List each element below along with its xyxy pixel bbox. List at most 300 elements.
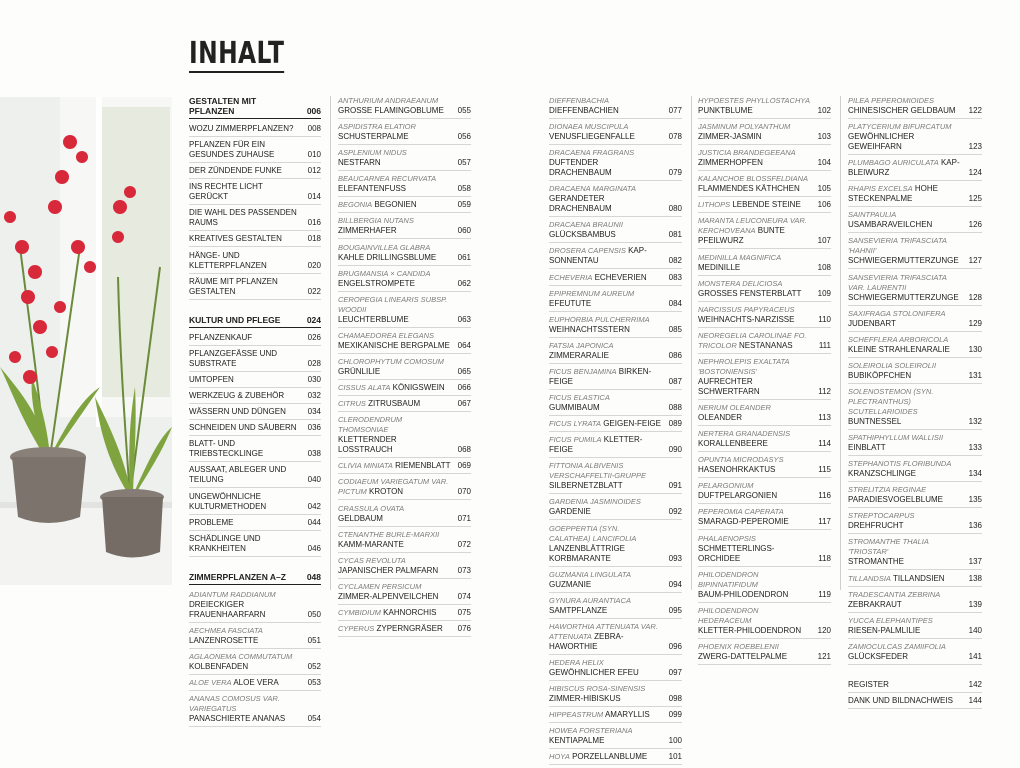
latin-name: FICUS BENJAMINA xyxy=(549,366,617,376)
latin-name: DRACAENA BRAUNII xyxy=(549,220,623,230)
page-number: 096 xyxy=(668,641,682,651)
latin-name: STROMANTHE THALIA 'TRIOSTAR' xyxy=(848,537,929,557)
common-name: WEIHNACHTSSTERN xyxy=(549,324,630,334)
page-number: 048 xyxy=(306,571,321,582)
page-number: 056 xyxy=(457,132,471,142)
page-number: 119 xyxy=(818,589,831,599)
toc-entry xyxy=(189,652,321,675)
common-name: SCHMETTERLINGS-ORCHIDEE xyxy=(698,543,775,563)
latin-name: CRASSULA OVATA xyxy=(338,503,405,513)
toc-entry xyxy=(698,200,831,213)
toc-entry xyxy=(698,253,831,276)
toc-entry xyxy=(189,124,321,137)
common-name: KROTON xyxy=(368,487,404,497)
page-number: 090 xyxy=(668,445,682,455)
latin-name: CYCAS REVOLUTA xyxy=(338,555,406,565)
common-name: NESTFARN xyxy=(338,158,381,168)
toc-entry xyxy=(549,315,682,338)
page-number: 068 xyxy=(457,445,471,455)
toc-entry xyxy=(338,216,471,239)
toc-entry xyxy=(848,537,982,570)
toc-entry xyxy=(189,182,321,205)
page-number: 028 xyxy=(307,358,321,368)
entry-title: DER ZÜNDENDE FUNKE xyxy=(189,166,282,176)
toc-entry xyxy=(848,511,982,534)
page-number: 026 xyxy=(307,332,321,342)
latin-name: CEROPEGIA LINEARIS SUBSP. WOODII xyxy=(338,294,448,314)
latin-name: SPATHIPHYLLUM WALLISII xyxy=(848,433,944,443)
entry-title: SCHÄDLINGE UND KRANKHEITEN xyxy=(189,533,261,553)
page-number: 137 xyxy=(968,557,982,567)
page-number: 093 xyxy=(668,553,682,563)
common-name: BAUM-PHILODENDRON xyxy=(698,589,789,599)
latin-name: ASPLENIUM NIDUS xyxy=(338,148,407,158)
page-number: 016 xyxy=(307,218,321,228)
page-number: 042 xyxy=(307,501,321,511)
latin-name: GOEPPERTIA (SYN. CALATHEA) LANCIFOLIA xyxy=(549,523,637,543)
latin-name: FITTONIA ALBIVENIS VERSCHAFFELTII-GRUPPE xyxy=(549,461,646,481)
latin-name: CODIAEUM VARIEGATUM VAR. PICTUM xyxy=(338,477,449,497)
page-number: 080 xyxy=(668,204,682,214)
toc-entry xyxy=(698,174,831,197)
latin-name: CHLOROPHYTUM COMOSUM xyxy=(338,356,444,366)
latin-name: BEAUCARNEA RECURVATA xyxy=(338,174,437,184)
latin-name: MEDINILLA MAGNIFICA xyxy=(698,252,782,262)
toc-entry xyxy=(338,383,471,396)
toc-entry xyxy=(189,590,321,623)
page-number: 074 xyxy=(457,591,471,601)
latin-name: SAINTPAULIA xyxy=(848,210,897,220)
page-number: 100 xyxy=(668,736,682,746)
entry-title: INS RECHTE LICHT GERÜCKT xyxy=(189,182,263,202)
toc-entry xyxy=(549,393,682,416)
toc-entry xyxy=(338,148,471,171)
section-heading xyxy=(189,315,321,328)
common-name: ZIMMER-HIBISKUS xyxy=(549,693,621,703)
toc-entry xyxy=(189,626,321,649)
toc-entry xyxy=(338,530,471,553)
toc-entry xyxy=(698,534,831,567)
toc-entry xyxy=(698,481,831,504)
latin-name: FICUS ELASTICA xyxy=(549,393,610,403)
page-number: 078 xyxy=(668,132,682,142)
common-name: PUNKTBLUME xyxy=(698,106,753,115)
toc-entry xyxy=(698,279,831,302)
toc-entry xyxy=(698,96,831,119)
page-number: 079 xyxy=(668,168,682,178)
common-name: CHINESISCHER GELDBAUM xyxy=(848,106,956,115)
toc-entry xyxy=(338,399,471,412)
page-number: 120 xyxy=(817,625,831,635)
toc-entry xyxy=(189,208,321,231)
column-divider xyxy=(330,96,331,590)
page-number: 034 xyxy=(307,407,321,417)
common-name: GLÜCKSFEDER xyxy=(848,651,909,661)
section-title: ZIMMERPFLANZEN A–Z xyxy=(189,571,286,582)
latin-name: SOLENOSTEMON (SYN. PLECTRANTHUS) SCUTELLARIOIDES xyxy=(848,386,934,416)
toc-column-4 xyxy=(698,96,831,668)
common-name: GRÜNLILIE xyxy=(338,366,381,376)
common-name: ALOE VERA xyxy=(233,678,279,688)
page-number: 058 xyxy=(457,184,471,194)
toc-entry xyxy=(189,375,321,388)
toc-entry xyxy=(338,504,471,527)
page-number: 064 xyxy=(457,340,471,350)
toc-entry xyxy=(189,518,321,531)
page-number: 106 xyxy=(817,200,831,210)
toc-entry xyxy=(549,184,682,217)
toc-entry xyxy=(848,433,982,456)
page-number: 024 xyxy=(306,314,321,325)
page-number: 065 xyxy=(457,366,471,376)
page-number: 006 xyxy=(306,106,321,116)
toc-entry xyxy=(338,357,471,380)
page-number: 127 xyxy=(968,256,982,266)
latin-name: ADIANTUM RADDIANUM xyxy=(189,589,276,599)
page-number: 109 xyxy=(817,288,831,298)
latin-name: RHAPIS EXCELSA xyxy=(848,184,913,194)
toc-entry xyxy=(549,726,682,749)
page-number: 104 xyxy=(817,158,831,168)
toc-entry xyxy=(189,439,321,462)
page-number: 044 xyxy=(307,517,321,527)
page-number: 091 xyxy=(668,481,682,491)
latin-name: HIBISCUS ROSA-SINENSIS xyxy=(549,683,646,693)
page-number: 128 xyxy=(968,292,982,302)
latin-name: PELARGONIUM xyxy=(698,481,754,491)
common-name: GARDENIE xyxy=(549,507,591,517)
page-number: 059 xyxy=(457,200,471,210)
latin-name: JUSTICIA BRANDEGEEANA xyxy=(698,148,796,158)
page-number: 115 xyxy=(818,465,831,475)
toc-entry xyxy=(549,220,682,243)
entry-title: UNGEWÖHNLICHE KULTURMETHODEN xyxy=(189,491,267,511)
common-name: ZEBRA-HAWORTHIE xyxy=(549,631,624,651)
toc-entry xyxy=(338,624,471,637)
toc-entry xyxy=(848,361,982,384)
common-name: HOHE STECKENPALME xyxy=(848,184,938,204)
latin-name: MONSTERA DELICIOSA xyxy=(698,278,783,288)
toc-entry xyxy=(848,485,982,508)
entry-title: PFLANZEN FÜR EIN GESUNDES ZUHAUSE xyxy=(189,140,275,160)
column-divider xyxy=(840,96,841,590)
entry-title: KREATIVES GESTALTEN xyxy=(189,234,282,244)
common-name: ZEBRAKRAUT xyxy=(848,599,902,609)
page-number: 057 xyxy=(457,158,471,168)
toc-entry xyxy=(549,596,682,619)
section-heading xyxy=(189,96,321,119)
entry-title: WOZU ZIMMERPFLANZEN? xyxy=(189,124,294,133)
toc-entry xyxy=(698,403,831,426)
latin-name: EUPHORBIA PULCHERRIMA xyxy=(549,314,650,324)
latin-name: PEPEROMIA CAPERATA xyxy=(698,507,784,517)
latin-name: GARDENIA JASMINOIDES xyxy=(549,497,641,507)
latin-name: KALANCHOE BLOSSFELDIANA xyxy=(698,174,809,184)
toc-entry xyxy=(189,694,321,727)
common-name: ZIMMERARALIE xyxy=(549,350,610,360)
page-number: 076 xyxy=(457,623,471,633)
common-name: KLETTER-FEIGE xyxy=(549,435,643,455)
toc-entry xyxy=(189,423,321,436)
common-name: PORZELLANBLUME xyxy=(572,752,648,762)
latin-name: YUCCA ELEPHANTIPES xyxy=(848,615,933,625)
common-name: OLEANDER xyxy=(698,413,743,423)
common-name: KLEINE STRAHLENARALIE xyxy=(848,344,950,354)
page-number: 095 xyxy=(668,605,682,615)
latin-name: CTENANTHE BURLE-MARXII xyxy=(338,529,440,539)
common-name: KÖNIGSWEIN xyxy=(392,383,445,393)
common-name: FLAMMENDES KÄTHCHEN xyxy=(698,184,800,194)
common-name: LANZENBLÄTTRIGE KORBMARANTE xyxy=(549,543,626,563)
common-name: SILBERNETZBLATT xyxy=(549,481,623,491)
latin-name: DROSERA CAPENSIS xyxy=(549,246,626,256)
toc-entry xyxy=(698,570,831,603)
latin-name: DIEFFENBACHIA xyxy=(549,96,610,105)
page-number: 070 xyxy=(457,487,471,497)
common-name: JUDENBART xyxy=(848,318,896,328)
latin-name: BRUGMANSIA × CANDIDA xyxy=(338,268,431,278)
common-name: USAMBARAVEILCHEN xyxy=(848,220,933,230)
common-name: ZWERG-DATTELPALME xyxy=(698,651,788,661)
common-name: KAHNORCHIS xyxy=(383,607,437,617)
common-name: DUFTPELARGONIEN xyxy=(698,491,778,501)
latin-name: MARANTA LEUCONEURA VAR. KERCHOVEANA xyxy=(698,216,807,236)
toc-entry xyxy=(698,642,831,665)
latin-name: NEPHROLEPIS EXALTATA 'BOSTONIENSIS' xyxy=(698,356,790,376)
entry-title: DANK UND BILDNACHWEIS xyxy=(848,695,953,705)
page-number: 144 xyxy=(968,695,982,705)
toc-entry xyxy=(698,507,831,530)
page-number: 133 xyxy=(968,443,982,453)
toc-entry xyxy=(549,684,682,707)
entry-title: WÄSSERN UND DÜNGEN xyxy=(189,407,286,417)
common-name: DUFTENDER DRACHENBAUM xyxy=(549,158,612,178)
toc-entry xyxy=(848,387,982,430)
column-divider xyxy=(691,96,692,590)
latin-name: PLUMBAGO AURICULATA xyxy=(848,158,939,168)
toc-entry xyxy=(189,166,321,179)
entry-title: DIE WAHL DES PASSENDEN RAUMS xyxy=(189,208,297,228)
toc-entry xyxy=(848,184,982,207)
common-name: LEUCHTERBLUME xyxy=(338,314,409,324)
section-gap xyxy=(189,560,321,572)
common-name: VENUSFLIEGENFALLE xyxy=(549,132,635,142)
toc-entry xyxy=(698,606,831,639)
page-number: 067 xyxy=(457,399,471,409)
latin-name: SANSEVIERIA TRIFASCIATA VAR. LAURENTII xyxy=(848,272,947,292)
latin-name: NERIUM OLEANDER xyxy=(698,403,771,413)
page-number: 136 xyxy=(968,521,982,531)
page-number: 054 xyxy=(307,714,321,724)
latin-name: SOLEIROLIA SOLEIROLII xyxy=(848,360,937,370)
toc-entry xyxy=(338,331,471,354)
common-name: KORALLENBEERE xyxy=(698,439,768,449)
latin-name: DRACAENA FRAGRANS xyxy=(549,148,635,158)
toc-column-5 xyxy=(848,96,982,712)
latin-name: SANSEVIERIA TRIFASCIATA 'HAHNII' xyxy=(848,236,947,256)
common-name: KENTIAPALME xyxy=(549,736,605,746)
page-number: 022 xyxy=(307,286,321,296)
common-name: ELEFANTENFUSS xyxy=(338,184,407,194)
common-name: ENGELSTROMPETE xyxy=(338,278,415,288)
common-name: KRANZSCHLINGE xyxy=(848,469,917,479)
page-number: 010 xyxy=(307,150,321,160)
entry-title: HÄNGE- UND KLETTERPFLANZEN xyxy=(189,250,267,270)
toc-entry xyxy=(848,680,982,693)
page-number: 052 xyxy=(307,661,321,671)
latin-name: STRELITZIA REGINAE xyxy=(848,485,927,495)
common-name: TILLANDSIEN xyxy=(893,573,945,583)
common-name: KAMM-MARANTE xyxy=(338,539,404,549)
page-number: 135 xyxy=(968,495,982,505)
common-name: BUBIKÖPFCHEN xyxy=(848,370,912,380)
toc-entry xyxy=(698,455,831,478)
latin-name: HOWEA FORSTERIANA xyxy=(549,726,633,736)
toc-entry xyxy=(338,174,471,197)
page-number: 051 xyxy=(307,635,321,645)
page-number: 130 xyxy=(968,344,982,354)
page-number: 138 xyxy=(968,573,982,583)
page-number: 108 xyxy=(817,262,831,272)
page-number: 099 xyxy=(668,710,682,720)
common-name: ZITRUSBAUM xyxy=(368,399,421,409)
toc-entry xyxy=(189,140,321,163)
toc-entry xyxy=(549,341,682,364)
common-name: DIEFFENBACHIEN xyxy=(549,106,619,115)
common-name: EINBLATT xyxy=(848,443,886,453)
page-number: 085 xyxy=(668,324,682,334)
toc-entry xyxy=(848,696,982,709)
latin-name: CYCLAMEN PERSICUM xyxy=(338,581,422,591)
toc-entry xyxy=(338,415,471,458)
page-number: 122 xyxy=(968,106,982,115)
latin-name: CITRUS xyxy=(338,399,366,409)
latin-name: ANANAS COMOSUS VAR. VARIEGATUS xyxy=(189,694,280,714)
latin-name: CYPERUS xyxy=(338,623,375,633)
common-name: SCHUSTERPALME xyxy=(338,132,409,142)
section-heading xyxy=(189,572,321,585)
latin-name: AECHMEA FASCIATA xyxy=(189,625,263,635)
toc-entry xyxy=(549,461,682,494)
toc-entry xyxy=(189,234,321,247)
section-gap xyxy=(848,668,982,680)
toc-entry xyxy=(549,524,682,567)
page-number: 088 xyxy=(668,403,682,413)
page-number: 117 xyxy=(818,517,831,527)
common-name: BUNTE PFEILWURZ xyxy=(698,226,785,246)
page-number: 140 xyxy=(968,625,982,635)
page-number: 114 xyxy=(818,439,831,449)
common-name: HASENOHRKAKTUS xyxy=(698,465,776,475)
common-name: ZIMMERHOPFEN xyxy=(698,158,763,168)
latin-name: PHILODENDRON BIPINNATIFIDUM xyxy=(698,569,759,589)
section-gap xyxy=(189,303,321,315)
common-name: RIEMENBLATT xyxy=(395,461,451,471)
page-number: 111 xyxy=(818,340,831,350)
common-name: SCHWIEGERMUTTERZUNGE xyxy=(848,256,959,266)
toc-entry xyxy=(698,331,831,354)
toc-entry xyxy=(338,461,471,474)
common-name: STROMANTHE xyxy=(848,557,904,567)
page-number: 123 xyxy=(968,142,982,152)
latin-name: AGLAONEMA COMMUTATUM xyxy=(189,651,293,661)
toc-entry xyxy=(698,357,831,400)
common-name: KAP-SONNENTAU xyxy=(549,246,647,266)
common-name: LANZENROSETTE xyxy=(189,635,259,645)
entry-title: REGISTER xyxy=(848,679,889,689)
entry-title: PFLANZGEFÄSSE UND SUBSTRATE xyxy=(189,348,278,368)
common-name: GEIGEN-FEIGE xyxy=(603,419,661,429)
page-number: 094 xyxy=(668,579,682,589)
common-name: DREHFRUCHT xyxy=(848,521,904,531)
entry-title: SCHNEIDEN UND SÄUBERN xyxy=(189,423,297,433)
toc-entry xyxy=(549,435,682,458)
latin-name: TRADESCANTIA ZEBRINA xyxy=(848,589,941,599)
latin-name: PHALAENOPSIS xyxy=(698,533,756,543)
page-number: 055 xyxy=(457,106,471,115)
common-name: JAPANISCHER PALMFARN xyxy=(338,565,439,575)
common-name: SAMTPFLANZE xyxy=(549,605,608,615)
common-name: SMARAGD-PEPEROMIE xyxy=(698,517,789,527)
page-number: 132 xyxy=(968,416,982,426)
entry-title: PFLANZENKAUF xyxy=(189,332,253,342)
latin-name: PHILODENDRON HEDERACEUM xyxy=(698,605,759,625)
latin-name: HYPOESTES PHYLLOSTACHYA xyxy=(698,96,810,105)
latin-name: ZAMIOCULCAS ZAMIIFOLIA xyxy=(848,641,946,651)
common-name: MEXIKANISCHE BERGPALME xyxy=(338,340,450,350)
page-number: 083 xyxy=(668,272,682,282)
common-name: SCHWIEGERMUTTERZUNGE xyxy=(848,292,959,302)
toc-entry xyxy=(549,246,682,269)
common-name: GELDBAUM xyxy=(338,513,383,523)
latin-name: ECHEVERIA xyxy=(549,272,593,282)
page-number: 107 xyxy=(817,236,831,246)
common-name: GEWÖHNLICHER GEWEIHFARN xyxy=(848,132,915,152)
page-number: 018 xyxy=(307,234,321,244)
latin-name: FICUS LYRATA xyxy=(549,419,601,429)
toc-column-2 xyxy=(338,96,471,640)
toc-column-1 xyxy=(189,96,321,730)
toc-entry xyxy=(848,574,982,587)
toc-entry xyxy=(338,477,471,500)
latin-name: JASMINUM POLYANTHUM xyxy=(698,122,791,132)
toc-entry xyxy=(549,148,682,181)
toc-entry xyxy=(549,289,682,312)
common-name: GROSSE FLAMINGOBLUME xyxy=(338,106,444,115)
page-number: 101 xyxy=(668,752,682,762)
toc-entry xyxy=(698,429,831,452)
toc-entry xyxy=(848,122,982,155)
entry-title: RÄUME MIT PFLANZEN GESTALTEN xyxy=(189,276,278,296)
latin-name: EPIPREMNUM AUREUM xyxy=(549,288,635,298)
latin-name: DRACAENA MARGINATA xyxy=(549,184,636,194)
page-number: 141 xyxy=(968,651,982,661)
toc-entry xyxy=(848,616,982,639)
page-number: 030 xyxy=(307,374,321,384)
common-name: GROSSES FENSTERBLATT xyxy=(698,288,802,298)
toc-entry xyxy=(189,534,321,557)
page-number: 084 xyxy=(668,298,682,308)
orchid-photo xyxy=(0,97,172,585)
latin-name: GYNURA AURANTIACA xyxy=(549,595,631,605)
page-number: 098 xyxy=(668,693,682,703)
page-number: 139 xyxy=(968,599,982,609)
common-name: BIRKEN-FEIGE xyxy=(549,366,652,386)
toc-entry xyxy=(549,497,682,520)
page-number: 129 xyxy=(968,318,982,328)
page-number: 121 xyxy=(817,651,831,661)
toc-entry xyxy=(698,305,831,328)
